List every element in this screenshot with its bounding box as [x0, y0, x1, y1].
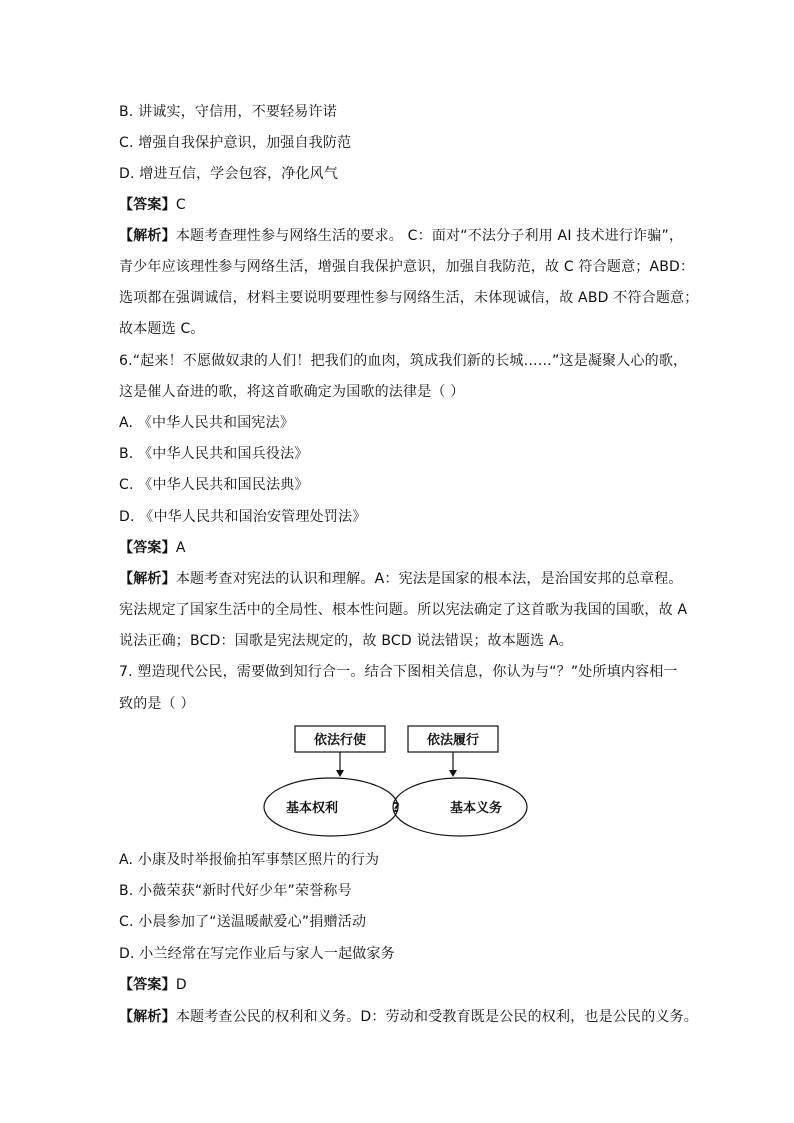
arrow-right-head — [449, 770, 457, 777]
answer-value: D — [175, 977, 187, 993]
q6-analysis-line-3: 说法正确；BCD：国歌是宪法规定的，故 BCD 说法错误；故本题选 A。 — [119, 633, 573, 649]
q5-analysis-line-1 — [119, 226, 684, 246]
q7-option-a: A. 小康及时举报偷拍军事禁区照片的行为 — [119, 852, 380, 868]
q6-analysis-line-2: 宪法规定了国家生活中的全局性、根本性问题。所以宪法确定了这首歌为我国的国歌，故 A — [119, 602, 688, 618]
overlap-question-mark: ? — [392, 801, 400, 816]
q5-option-b: B. 讲诚实，守信用，不要轻易许诺 — [119, 104, 337, 120]
answer-label: 【答案】 — [119, 197, 176, 213]
rights-duties-diagram — [262, 724, 532, 840]
answer-label: 【答案】 — [119, 977, 176, 993]
q7-option-d: D. 小兰经常在写完作业后与家人一起做家务 — [119, 946, 395, 962]
q7-option-b: B. 小薇荣获“新时代好少年”荣誉称号 — [119, 883, 352, 899]
q7-answer — [119, 975, 679, 995]
q7-stem-line-1: 7. 塑造现代公民，需要做到知行合一。结合下图相关信息，你认为与“？”处所填内容相一 — [119, 664, 678, 680]
q6-stem-line-2: 这是催人奋进的歌，将这首歌确定为国歌的法律是（ ） — [119, 384, 465, 400]
arrow-left-head — [336, 770, 344, 777]
q6-option-d: D. 《中华人民共和国治安管理处罚法》 — [119, 509, 367, 525]
q6-option-c: C. 《中华人民共和国民法典》 — [119, 477, 309, 493]
box-exercise-label: 依法行使 — [313, 733, 367, 748]
analysis-label: 【解析】 — [119, 1009, 176, 1025]
answer-value: A — [175, 540, 186, 556]
analysis-label: 【解析】 — [119, 228, 176, 244]
q6-analysis-line-1 — [119, 569, 683, 589]
basic-duties-label: 基本义务 — [449, 801, 503, 816]
analysis-label: 【解析】 — [119, 571, 176, 587]
q6-option-b: B. 《中华人民共和国兵役法》 — [119, 446, 309, 462]
answer-label: 【答案】 — [119, 540, 176, 556]
analysis-text: 本题考查对宪法的认识和理解。A：宪法是国家的根本法，是治国安邦的总章程。 — [175, 571, 683, 587]
q6-option-a: A. 《中华人民共和国宪法》 — [119, 415, 295, 431]
q5-option-d: D. 增进互信，学会包容，净化风气 — [119, 166, 339, 182]
q7-analysis-line-1 — [119, 1007, 698, 1027]
q6-stem-line-1: 6.“起来！不愿做奴隶的人们！把我们的血肉，筑成我们新的长城……”这是凝聚人心的歌， — [119, 353, 688, 369]
q7-stem-line-2: 致的是（ ） — [119, 696, 195, 712]
answer-value: C — [175, 197, 186, 213]
analysis-text: 本题考查公民的权利和义务。D：劳动和受教育既是公民的权利，也是公民的义务。 — [175, 1009, 698, 1025]
basic-rights-label: 基本权利 — [285, 801, 339, 816]
q5-answer — [119, 195, 679, 215]
analysis-text: 本题考查理性参与网络生活的要求。 C：面对“不法分子利用 AI 技术进行诈骗”， — [175, 228, 684, 244]
q5-analysis-line-3: 选项都在强调诚信，材料主要说明要理性参与网络生活，未体现诚信，故 ABD 不符合题意； — [119, 290, 699, 306]
q5-analysis-line-4: 故本题选 C。 — [119, 321, 205, 337]
q5-option-c: C. 增强自我保护意识，加强自我防范 — [119, 135, 352, 151]
q6-answer — [119, 538, 679, 558]
q7-option-c: C. 小晨参加了“送温暖献爱心”捐赠活动 — [119, 914, 367, 930]
q5-analysis-line-2: 青少年应该理性参与网络生活，增强自我保护意识，加强自我防范，故 C 符合题意；ABD： — [119, 259, 695, 275]
box-fulfill-label: 依法履行 — [426, 733, 480, 748]
